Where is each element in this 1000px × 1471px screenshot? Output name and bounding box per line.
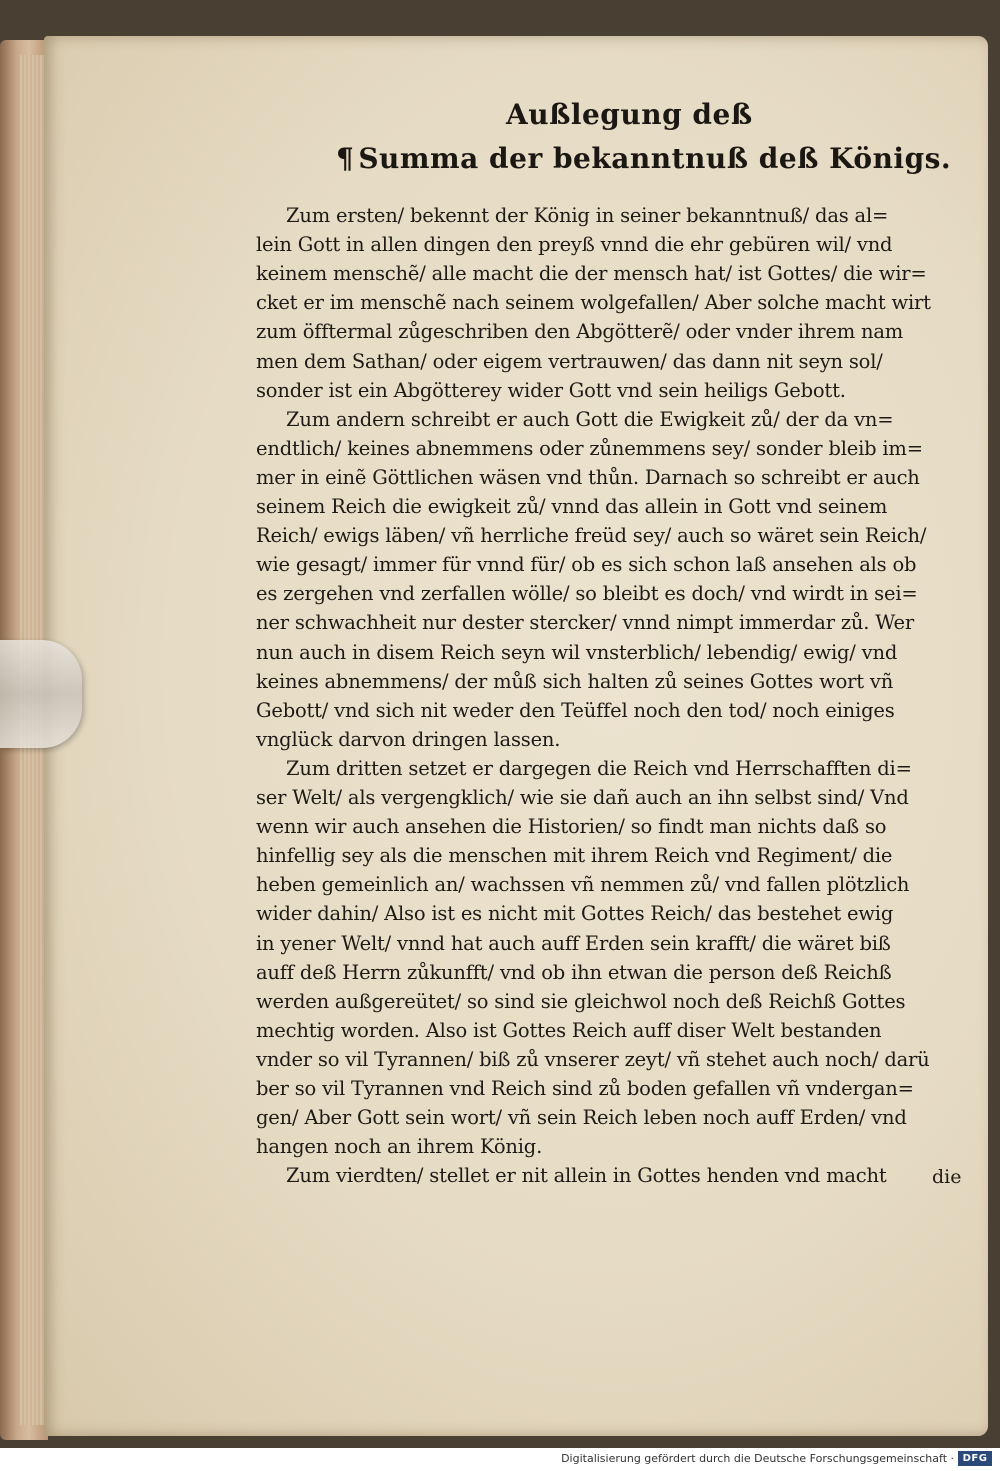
text-line: endtlich/ keines abnemmens oder zůnemmens sey/ sonder bleib im=	[256, 436, 923, 460]
funding-credit: Digitalisierung gefördert durch die Deutsche Forschungsgemeinschaft ·	[561, 1452, 954, 1465]
text-line: hinfellig sey als die menschen mit ihrem Reich vnd Regiment/ die	[256, 844, 893, 868]
text-line: vnglück darvon dringen lassen.	[256, 727, 561, 751]
section-title	[336, 142, 951, 175]
text-line: wie gesagt/ immer für vnnd für/ ob es sich schon laß ansehen als ob	[256, 553, 917, 577]
dfg-logo-icon: DFG	[958, 1451, 992, 1466]
page-clip	[0, 640, 82, 748]
text-line: keinem menschẽ/ alle macht die der mensch hat/ ist Gottes/ die wir=	[256, 262, 927, 286]
text-line: seinem Reich die ewigkeit zů/ vnnd das allein in Gott vnd seinem	[256, 495, 888, 518]
running-head: Außlegung deß	[506, 98, 753, 131]
text-line: mer in einẽ Göttlichen wäsen vnd thůn. Darnach so schreibt er auch	[256, 465, 920, 489]
text-line: wider dahin/ Also ist es nicht mit Gottes Reich/ das bestehet ewig	[256, 902, 894, 926]
text-line: wenn wir auch ansehen die Historien/ so findt man nichts daß so	[256, 815, 887, 839]
text-line: in yener Welt/ vnnd hat auch auff Erden sein krafft/ die wäret biß	[256, 931, 891, 955]
text-line: vnder so vil Tyrannen/ biß zů vnserer zeyt/ vñ stehet auch noch/ darü	[256, 1047, 930, 1071]
text-line: Reich/ ewigs läben/ vñ herrliche freüd sey/ auch so wäret sein Reich/	[256, 524, 927, 548]
text-line: Zum vierdten/ stellet er nit allein in Gottes henden vnd macht	[286, 1164, 887, 1188]
text-line: ber so vil Tyrannen vnd Reich sind zů boden gefallen vñ vndergan=	[256, 1077, 914, 1100]
text-line: sonder ist ein Abgötterey wider Gott vnd sein heiligs Gebott.	[256, 378, 846, 402]
text-line: lein Gott in allen dingen den preyß vnnd die ehr gebüren wil/ vnd	[256, 233, 893, 257]
text-line: hangen noch an ihrem König.	[256, 1135, 543, 1159]
text-line: ner schwachheit nur dester stercker/ vnnd nimpt immerdar zů. Wer	[256, 611, 914, 635]
text-line: cket er im menschẽ nach seinem wolgefallen/ Aber solche macht wirt	[256, 291, 931, 315]
text-line: zum öfftermal zůgeschriben den Abgötterẽ/ oder vnder ihrem nam	[256, 320, 904, 344]
text-line: es zergehen vnd zerfallen wölle/ so bleibt es doch/ vnd wirdt in sei=	[256, 582, 918, 606]
text-line: Gebott/ vnd sich nit weder den Teüffel noch den tod/ noch einiges	[256, 698, 895, 722]
section-title-text: Summa der bekanntnuß deß Königs.	[358, 142, 952, 175]
text-line: men dem Sathan/ oder eigem vertrauwen/ das dann nit seyn sol/	[256, 349, 883, 373]
text-line: Zum dritten setzet er dargegen die Reich vnd Herrschafften di=	[286, 756, 912, 780]
text-line: Zum andern schreibt er auch Gott die Ewigkeit zů/ der da vn=	[286, 407, 894, 431]
text-line: ser Welt/ als vergengklich/ wie sie dañ auch an ihn selbst sind/ Vnd	[256, 786, 909, 809]
text-line: gen/ Aber Gott sein wort/ vñ sein Reich leben noch auff Erden/ vnd	[256, 1106, 907, 1130]
paragraph-mark: ¶	[336, 142, 355, 175]
text-line: Zum ersten/ bekennt der König in seiner bekanntnuß/ das al=	[286, 204, 889, 227]
text-line: nun auch in disem Reich seyn wil vnsterblich/ lebendig/ ewig/ vnd	[256, 640, 898, 664]
text-line: keines abnemmens/ der můß sich halten zů seines Gottes wort vñ	[256, 669, 894, 693]
footer-bar	[0, 1448, 1000, 1471]
text-line: werden außgereütet/ so sind sie gleichwol noch deß Reichß Gottes	[256, 989, 906, 1013]
text-line: heben gemeinlich an/ wachssen vñ nemmen zů/ vnd fallen plötzlich	[256, 873, 910, 897]
text-line: mechtig worden. Also ist Gottes Reich auff diser Welt bestanden	[256, 1018, 882, 1042]
catchword: die	[932, 1166, 962, 1188]
text-line: auff deß Herrn zůkunfft/ vnd ob ihn etwan die person deß Reichß	[256, 960, 892, 984]
